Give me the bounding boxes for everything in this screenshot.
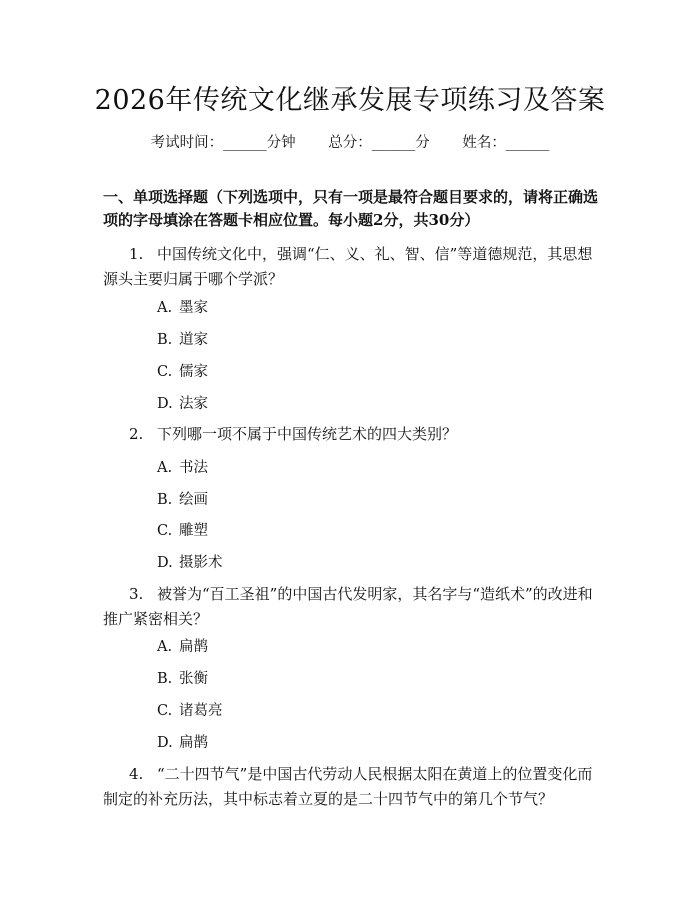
- option-text: 绘画: [179, 492, 208, 508]
- option-text: 法家: [179, 396, 208, 412]
- option-letter: D.: [157, 555, 173, 571]
- option-letter: B.: [157, 492, 173, 508]
- question-number: 3.: [129, 585, 144, 603]
- question-text: “二十四节气”是中国古代劳动人民根据太阳在黄道上的位置变化而制定的补充历法，其中标志着立夏的是二十四节气中的第几个节气？: [103, 765, 593, 808]
- option-letter: B.: [157, 671, 173, 687]
- option-3b: [157, 667, 208, 688]
- option-letter: D.: [157, 396, 173, 412]
- section-heading: 一、单项选择题（下列选项中，只有一项是最符合题目要求的，请将正确选项的字母填涂在答题卡相应位置。每小题2分，共30分）: [103, 188, 599, 229]
- option-1d: [157, 392, 208, 413]
- question-text: 被誉为“百工圣祖”的中国古代发明家，其名字与“造纸术”的改进和推广紧密相关？: [103, 585, 593, 628]
- option-2b: [157, 488, 208, 509]
- option-letter: C.: [157, 523, 173, 539]
- option-letter: B.: [157, 332, 173, 348]
- option-text: 雕塑: [179, 523, 208, 539]
- page-title: 2026年传统文化继承发展专项练习及答案: [94, 85, 606, 116]
- option-letter: D.: [157, 735, 173, 751]
- question-3: [103, 582, 603, 632]
- question-number: 4.: [129, 765, 144, 783]
- exam-time-field: 考试时间：______分钟: [150, 135, 296, 151]
- option-1b: [157, 328, 208, 349]
- option-text: 墨家: [179, 300, 208, 316]
- option-3a: [157, 635, 208, 656]
- option-3d: [157, 731, 208, 752]
- student-name-field: 姓名：______: [462, 135, 550, 151]
- option-2a: [157, 456, 208, 477]
- option-letter: C.: [157, 703, 173, 719]
- question-text: 下列哪一项不属于中国传统艺术的四大类别？: [157, 425, 458, 443]
- total-score-field: 总分：______分: [328, 135, 430, 151]
- option-text: 扁鹊: [179, 639, 208, 655]
- option-letter: A.: [157, 639, 173, 655]
- option-2c: [157, 519, 208, 540]
- question-number: 2.: [129, 425, 144, 443]
- option-text: 摄影术: [179, 555, 223, 571]
- option-text: 儒家: [179, 364, 208, 380]
- option-text: 书法: [179, 460, 208, 476]
- option-1a: [157, 296, 208, 317]
- option-2d: [157, 551, 223, 572]
- question-4: [103, 762, 603, 812]
- option-3c: [157, 699, 223, 720]
- question-2: [103, 422, 603, 447]
- question-text: 中国传统文化中，强调“仁、义、礼、智、信”等道德规范，其思想源头主要归属于哪个学派？: [103, 245, 593, 288]
- option-letter: C.: [157, 364, 173, 380]
- option-text: 扁鹊: [179, 735, 208, 751]
- option-text: 道家: [179, 332, 208, 348]
- exam-meta: [0, 131, 700, 152]
- option-1c: [157, 360, 208, 381]
- option-text: 诸葛亮: [179, 703, 223, 719]
- option-letter: A.: [157, 460, 173, 476]
- option-text: 张衡: [179, 671, 208, 687]
- question-number: 1.: [129, 245, 144, 263]
- question-1: [103, 242, 603, 292]
- option-letter: A.: [157, 300, 173, 316]
